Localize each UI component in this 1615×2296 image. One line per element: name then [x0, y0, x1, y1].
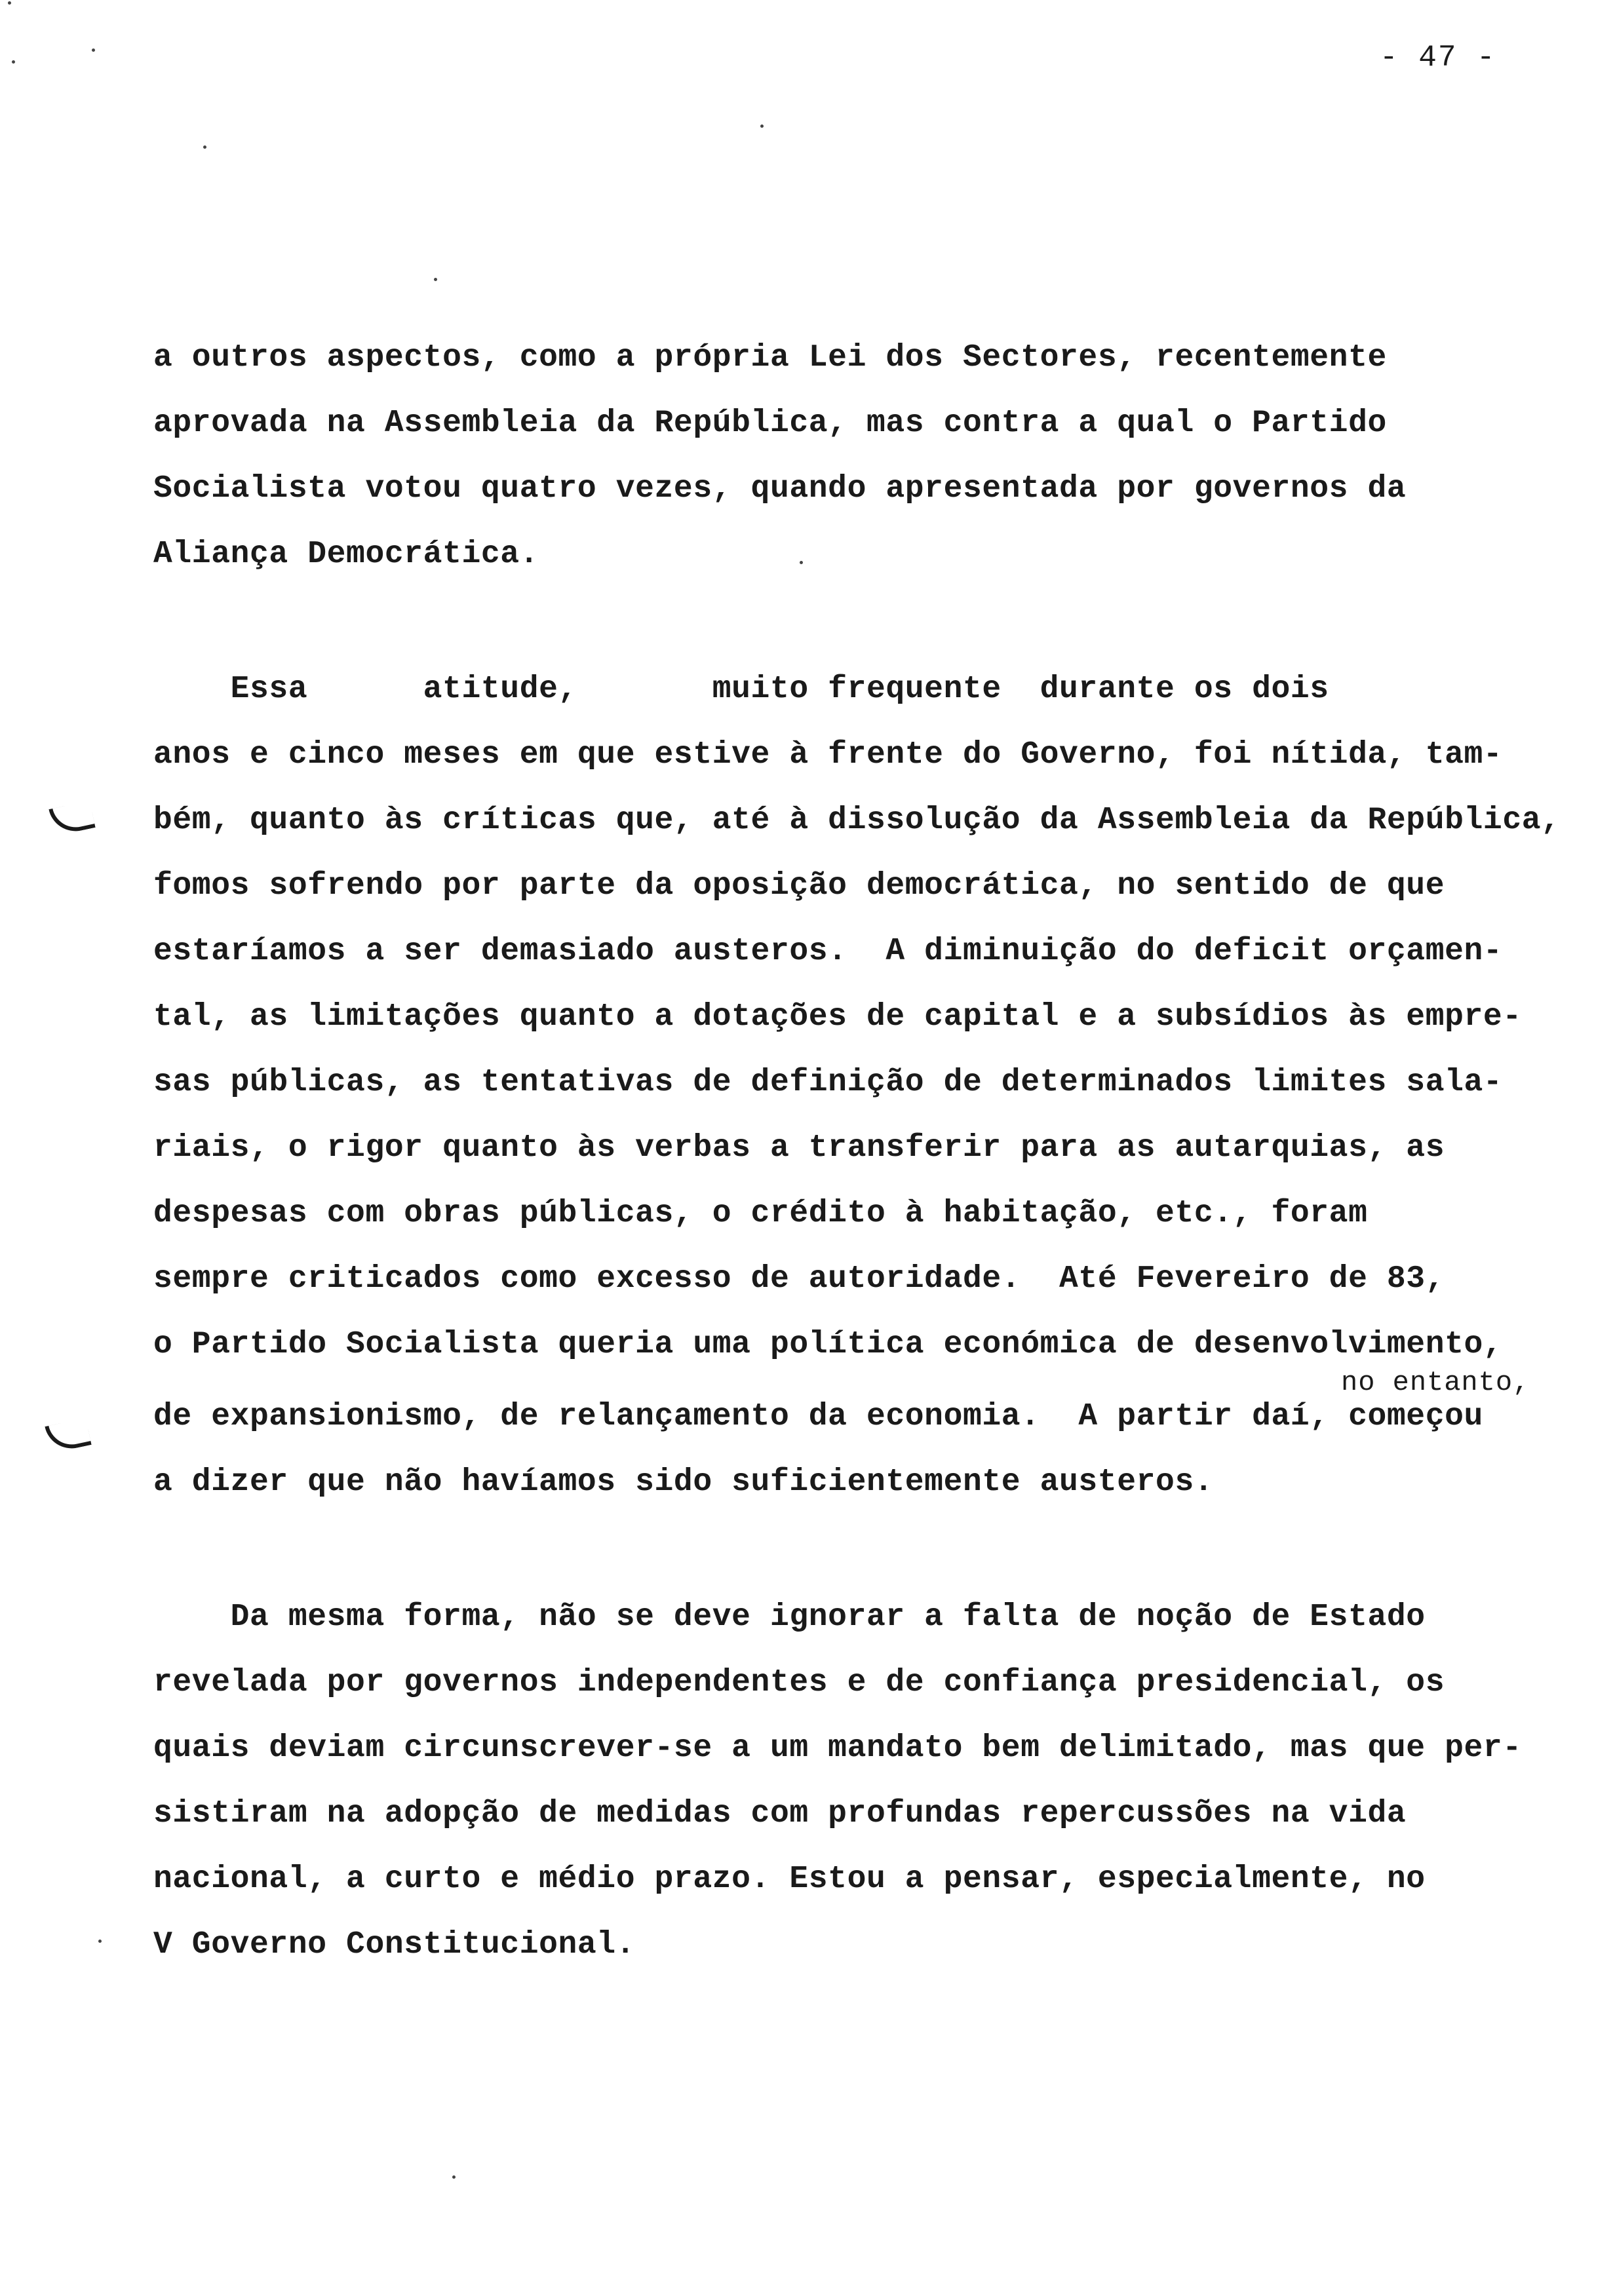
scan-speck — [98, 1940, 102, 1943]
text-line: revelada por governos independentes e de confiança presidencial, os — [153, 1665, 1445, 1700]
text-line: fomos sofrendo por parte da oposição democrática, no sentido de que — [153, 868, 1445, 904]
margin-mark-icon — [49, 801, 95, 836]
text-line: sas públicas, as tentativas de definição de determinados limites sala- — [153, 1065, 1503, 1100]
interlinear-insertion: no entanto, — [1341, 1367, 1530, 1398]
text-line: quais deviam circunscrever-se a um mandato bem delimitado, mas que per- — [153, 1731, 1522, 1766]
scan-speck — [8, 1, 11, 5]
text-line: Aliança Democrática. — [153, 537, 539, 572]
text-line: o Partido Socialista queria uma política económica de desenvolvimento, — [153, 1327, 1503, 1362]
scan-speck — [434, 278, 437, 281]
scan-speck — [12, 60, 15, 64]
text-line: bém, quanto às críticas que, até à dissolução da Assembleia da República, — [153, 803, 1561, 838]
scan-speck — [203, 145, 206, 149]
text-line: despesas com obras públicas, o crédito à habitação, etc., foram — [153, 1196, 1368, 1231]
text-line: de expansionismo, de relançamento da economia. A partir daí, começou — [153, 1399, 1483, 1434]
text-line: anos e cinco meses em que estive à frente do Governo, foi nítida, tam- — [153, 737, 1503, 773]
scan-speck — [760, 124, 764, 128]
page-number: - 47 - — [1380, 41, 1496, 75]
scan-speck — [800, 561, 803, 564]
text-line: tal, as limitações quanto a dotações de capital e a subsídios às empre- — [153, 999, 1522, 1035]
scan-speck — [452, 2175, 456, 2179]
text-line: V Governo Constitucional. — [153, 1927, 636, 1962]
text-line: Essa atitude, muito frequente durante os dois — [153, 672, 1329, 707]
text-line: nacional, a curto e médio prazo. Estou a pensar, especialmente, no — [153, 1862, 1426, 1897]
text-line: aprovada na Assembleia da República, mas contra a qual o Partido — [153, 406, 1387, 441]
text-line: estaríamos a ser demasiado austeros. A diminuição do deficit orçamen- — [153, 934, 1503, 969]
text-line: Socialista votou quatro vezes, quando apresentada por governos da — [153, 471, 1407, 507]
text-line: sempre criticados como excesso de autoridade. Até Fevereiro de 83, — [153, 1261, 1445, 1297]
text-line: a outros aspectos, como a própria Lei dos Sectores, recentemente — [153, 340, 1387, 375]
text-line: Da mesma forma, não se deve ignorar a falta de noção de Estado — [153, 1599, 1426, 1635]
text-line: a dizer que não havíamos sido suficientemente austeros. — [153, 1464, 1214, 1500]
text-line: sistiram na adopção de medidas com profundas repercussões na vida — [153, 1796, 1407, 1831]
margin-mark-icon — [45, 1418, 91, 1453]
text-line: riais, o rigor quanto às verbas a transferir para as autarquias, as — [153, 1130, 1445, 1166]
scan-speck — [92, 48, 95, 52]
